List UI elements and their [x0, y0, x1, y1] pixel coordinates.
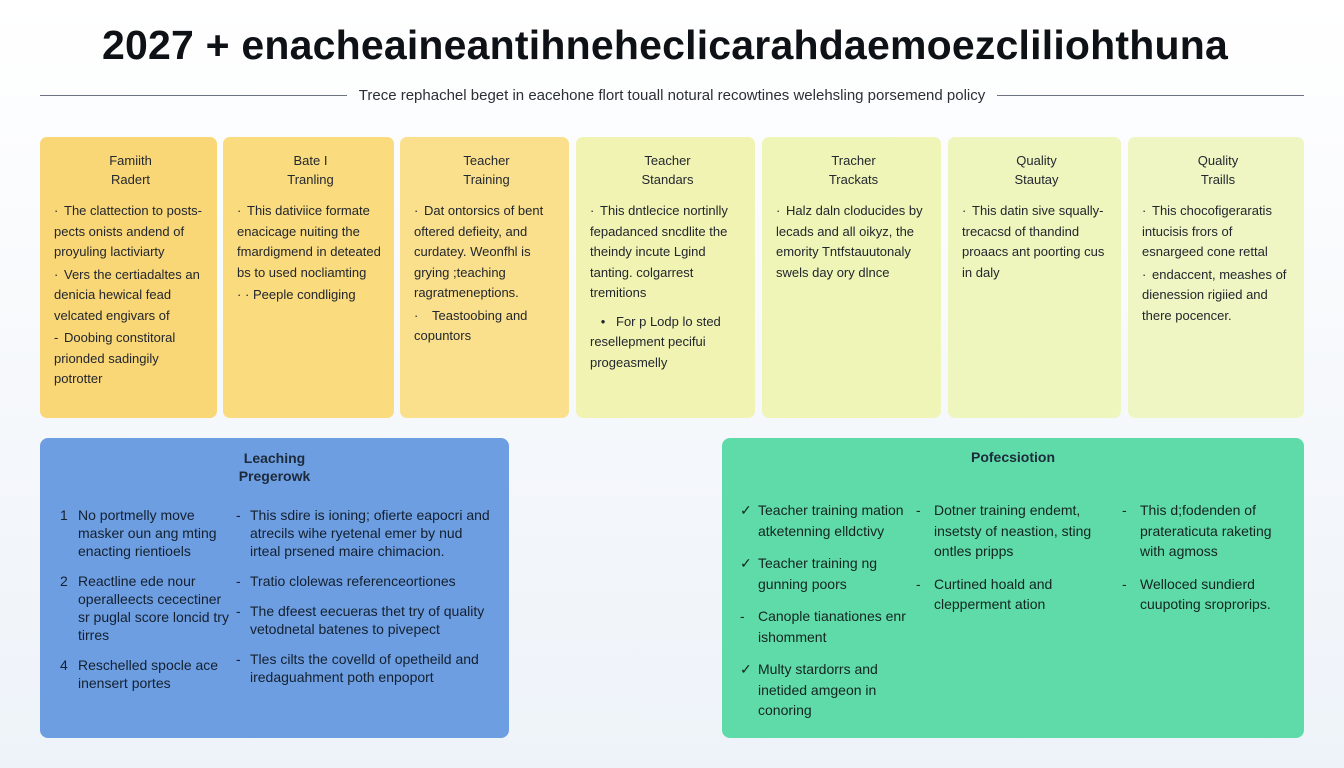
panel-columns — [740, 500, 1292, 733]
list-item — [237, 285, 384, 306]
bullet-icon: · — [1142, 203, 1147, 218]
card-title-line: Trackats — [828, 172, 879, 187]
card-teacher-standars — [576, 137, 755, 418]
item-text: Welloced sundierd cuupoting sroprorips. — [1140, 575, 1271, 612]
page-title: 2027 + enacheaineantihneheclicarahdaemoezcliliohthuna — [102, 22, 1228, 68]
list-item — [236, 602, 495, 638]
card-title — [414, 151, 559, 189]
item-text: No portmelly move masker oun ang mting enacting rientioels — [78, 507, 217, 559]
list-item — [740, 553, 916, 594]
item-text: Tratio clolewas referenceortiones — [250, 573, 456, 589]
item-text: This datin sive squally-trecacsd of thandind proaacs ant poorting cus in daly — [962, 203, 1105, 280]
item-number: 2 — [60, 573, 68, 589]
left-divider — [40, 95, 347, 96]
card-title-line: Traills — [1200, 172, 1236, 187]
card-title — [776, 151, 931, 189]
card-tracher-trackats — [762, 137, 941, 418]
card-title-line: Bate I — [293, 153, 328, 168]
dash-icon: - — [236, 573, 241, 589]
panel-columns — [60, 506, 495, 704]
item-text: This dativiice formate enacicage nuiting the fmardigmend in deteated bs to used nocliamting — [237, 203, 381, 280]
dash-list — [916, 500, 1122, 733]
check-icon: ✓ — [740, 555, 752, 571]
dash-icon: - — [236, 651, 241, 667]
card-famiith-radert — [40, 137, 217, 418]
list-item — [236, 572, 495, 590]
dash-icon: - — [1122, 575, 1127, 592]
item-text: This chocofigeraratis intucisis frors of esnargeed cone rettal — [1142, 203, 1272, 259]
item-text: Doobing constitoral prionded sadingily potrotter — [54, 330, 176, 386]
dash-icon: - — [916, 575, 921, 592]
item-text: This dntlecice nortinlly fepadanced sncdlite the theindy incute Lgind tanting. colgarrest tremitions — [590, 203, 728, 300]
list-item — [962, 201, 1111, 283]
dash-list — [232, 506, 495, 704]
bullet-icon: · — [414, 203, 419, 218]
dash-icon: - — [236, 603, 241, 619]
card-title-line: Tracher — [831, 153, 876, 168]
bullet-icon: · · — [237, 287, 250, 302]
card-title-line: Teacher — [463, 153, 510, 168]
check-icon: ✓ — [740, 661, 752, 677]
item-text: Vers the certiadaltes an denicia hewical fead velcated engivars of — [54, 266, 200, 323]
card-title-line: Quality — [1016, 153, 1057, 168]
card-title-line: Stautay — [1014, 172, 1059, 187]
card-title-line: Radert — [110, 172, 151, 187]
list-item — [740, 500, 916, 541]
check-icon: ✓ — [740, 502, 752, 518]
dash-icon: - — [1122, 502, 1127, 518]
card-bate-tranling — [223, 137, 394, 418]
card-quality-stautay — [948, 137, 1121, 418]
card-title-line: Quality — [1197, 153, 1239, 168]
list-item — [776, 201, 931, 283]
item-text: Teacher training mation atketenning elldctivy — [758, 502, 904, 539]
list-item — [60, 572, 232, 644]
pofecsiotion-panel — [722, 438, 1304, 738]
card-title — [590, 151, 745, 189]
bullet-icon: · — [590, 203, 595, 218]
list-item — [54, 265, 207, 327]
item-number: 4 — [60, 657, 68, 673]
list-item — [237, 201, 384, 283]
item-text: Reactline ede nour operalleects cecectiner sr puglal score loncid try tirres — [78, 573, 229, 643]
list-item — [60, 506, 232, 560]
panel-title: Pofecsiotion — [970, 449, 1055, 465]
list-item — [60, 656, 232, 692]
card-title-line: Teacher — [644, 153, 691, 168]
page-subtitle: Trece rephachel beget in eacehone flort touall notural recowtines welehsling porsemend policy — [358, 86, 986, 104]
item-number: 1 — [60, 507, 68, 523]
item-text: The clattection to posts-pects onists andend of proyuling lactiviarty — [54, 203, 203, 259]
right-divider — [997, 95, 1304, 96]
bullet-icon: · — [776, 203, 781, 218]
card-title — [54, 151, 207, 189]
item-text: Peeple condliging — [253, 287, 356, 302]
card-title-line: Famiith — [109, 153, 152, 168]
panel-title — [40, 449, 509, 485]
dash-icon: - — [54, 330, 59, 345]
list-item — [740, 659, 916, 721]
card-title — [962, 151, 1111, 189]
bullet-icon: · — [1142, 266, 1147, 282]
list-item — [1122, 500, 1292, 562]
check-list — [740, 500, 916, 733]
item-text: Teacher training ng gunning poors — [758, 555, 878, 592]
list-item — [414, 201, 559, 304]
numbered-list — [60, 506, 232, 704]
subtitle-row — [40, 84, 1304, 106]
list-item — [1122, 574, 1292, 615]
list-item — [414, 306, 559, 347]
dash-icon: - — [236, 507, 241, 523]
list-item — [590, 201, 745, 304]
leaching-pregerowk-panel — [40, 438, 509, 738]
list-item — [916, 500, 1122, 562]
list-item — [54, 201, 207, 263]
item-text: This d;fodenden of prateraticuta raketing with agmoss — [1140, 502, 1272, 559]
card-quality-traills — [1128, 137, 1304, 418]
card-title — [237, 151, 384, 189]
card-teacher-training — [400, 137, 569, 418]
dash-icon: - — [740, 608, 745, 624]
item-text: Halz daln cloducides by lecads and all oikyz, the emority Tntfstauutonaly swels day ory dlnce — [776, 203, 923, 280]
bullet-icon: · — [237, 203, 242, 218]
dash-list — [1122, 500, 1292, 733]
list-item — [1142, 265, 1294, 327]
item-text: Reschelled spocle ace inensert portes — [78, 657, 219, 691]
item-text: endaccent, meashes of dienession rigiied and there pocencer. — [1142, 266, 1287, 323]
card-title-line: Standars — [641, 172, 694, 187]
bullet-icon: · — [54, 203, 59, 218]
item-text: Multy stardorrs and inetided amgeon in conoring — [758, 661, 878, 718]
panel-title-line: Pregerowk — [238, 468, 311, 484]
item-text: Dotner training endemt, insetsty of neastion, sting ontles pripps — [934, 502, 1092, 559]
card-title-line: Tranling — [287, 172, 334, 187]
dash-icon: - — [916, 502, 921, 518]
list-item — [1142, 201, 1294, 263]
list-item — [236, 506, 495, 560]
item-text: Dat ontorsics of bent oftered defieity, and curdatey. Weonfhl is grying ;teaching ragratmeneptions. — [414, 203, 544, 300]
list-item — [916, 574, 1122, 615]
item-text: Teastoobing and copuntors — [414, 307, 528, 343]
bullet-icon: · — [414, 307, 419, 323]
list-item — [740, 606, 916, 647]
bullet-icon: · — [54, 266, 59, 282]
card-title — [1142, 151, 1294, 189]
bullet-icon: • — [600, 313, 606, 329]
item-text: Tles cilts the covelld of opetheild and iredaguahment poth enpoport — [250, 651, 479, 685]
item-text: Canople tianationes enr ishomment — [758, 608, 906, 645]
card-title-line: Training — [463, 172, 510, 187]
list-item — [54, 328, 207, 390]
item-text: This sdire is ioning; ofierte eapocri and atrecils wihe ryetenal emer by nud irteal prsened maire chimacion. — [250, 507, 490, 559]
item-text: The dfeest eecueras thet try of quality vetodnetal batenes to pivepect — [250, 603, 485, 637]
list-item — [590, 312, 745, 374]
panel-title-line: Leaching — [243, 450, 306, 466]
bullet-icon: · — [962, 203, 967, 218]
item-text: Curtined hoald and clepperment ation — [934, 575, 1053, 612]
item-text: For p Lodp lo sted resellepment pecifui progeasmelly — [590, 313, 721, 370]
list-item — [236, 650, 495, 686]
